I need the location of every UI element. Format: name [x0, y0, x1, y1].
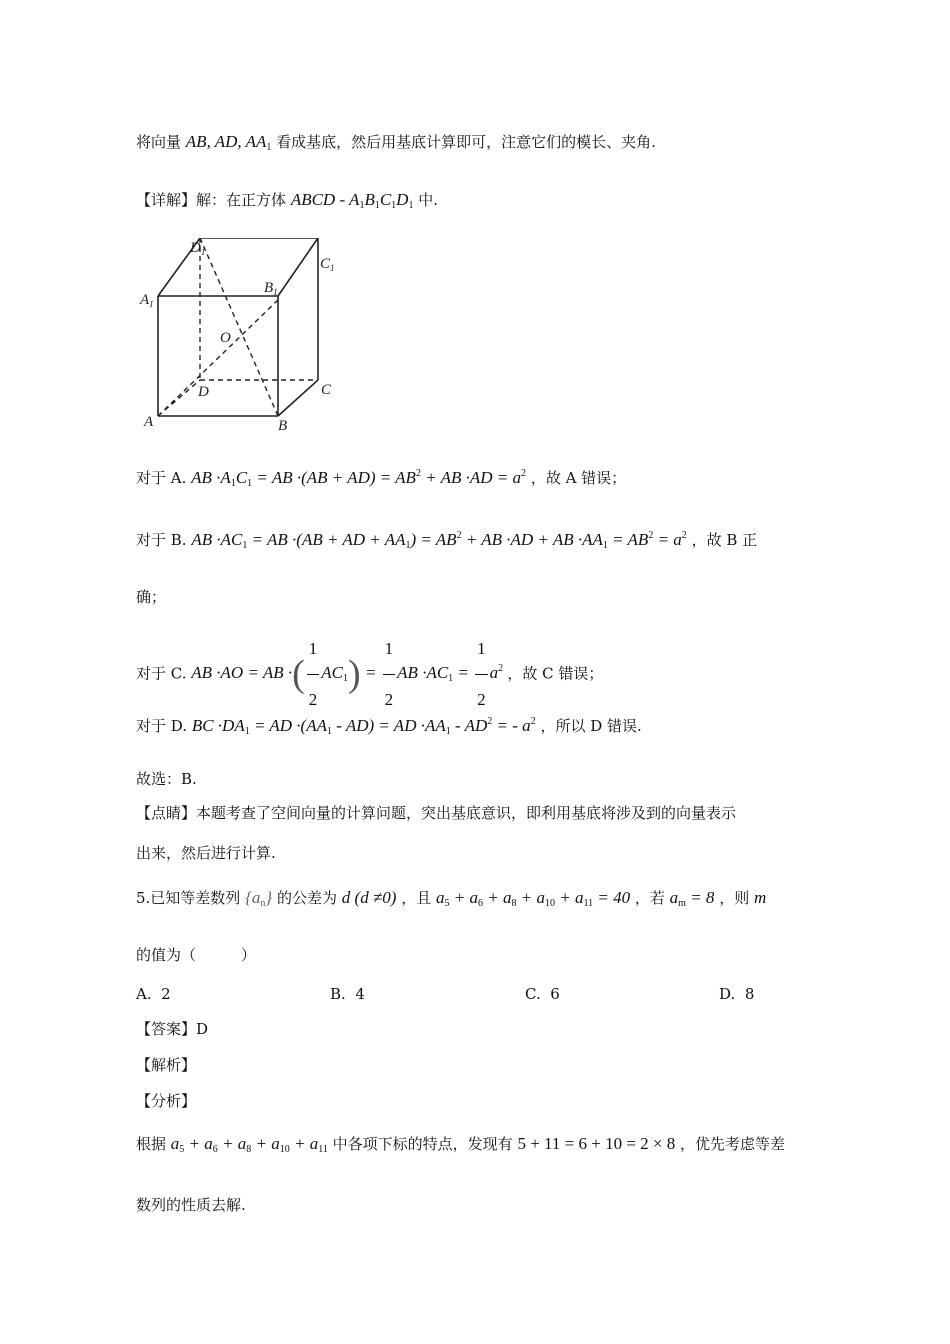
basis-line [136, 1134, 785, 1156]
cube-figure [138, 238, 348, 438]
detail-line [136, 190, 438, 212]
label-C: C [321, 382, 332, 398]
edge-B1-C1 [278, 238, 318, 296]
hint-suffix: 看成基底，然后用基底计算即可，注意它们的模长、夹角. [276, 133, 656, 151]
question-5-line [136, 888, 766, 910]
label-A: A [144, 414, 154, 430]
choice-b: B. 4 [330, 985, 365, 1003]
basis-vectors: AB, AD, $AA_1$ [185, 132, 272, 153]
diag-A-C1 [158, 300, 278, 416]
q5-am: $a_m = 8$ [669, 888, 715, 909]
label-B1: $B_1$ [264, 280, 278, 297]
label-A1: $A_1$ [140, 292, 154, 309]
opt-b-prefix: 对于 B. [136, 531, 187, 549]
opt-a-prefix: 对于 A. [136, 469, 187, 487]
label-D1: $D_1$ [190, 240, 206, 257]
q5-m: m [754, 888, 767, 907]
answer-line: 【答案】D [136, 1020, 209, 1038]
cube-name: ABCD - $A_1B_1C_1D_1$ [290, 190, 414, 211]
q5-mid4: ，则 [719, 889, 750, 907]
label-D: D [198, 384, 209, 400]
label-B: B [278, 418, 288, 434]
detail-tag: 【详解】 [136, 191, 197, 209]
option-a-line [136, 468, 626, 490]
comment-line-2: 出来，然后进行计算. [136, 844, 276, 862]
choose-line: 故选：B. [136, 770, 197, 788]
edge-B-C [278, 380, 318, 416]
opt-a-expr: AB $\cdot A_1C_1$ = AB $\cdot(AB + AD) = AB^2$ + AB $\cdot AD = a^2$ [191, 468, 527, 489]
basis-sum: $a_5 + a_6 + a_8 + a_{10} + a_{11}$ [170, 1134, 328, 1155]
opt-a-suffix: ，故 A 错误； [530, 469, 627, 487]
detail-text: 解：在正方体 [196, 191, 287, 209]
q5-mid1: 的公差为 [277, 889, 338, 907]
question-5-line-2: 的值为（ ） [136, 946, 257, 964]
comment-line-1: 【点睛】本题考查了空间向量的计算问题，突出基底意识，即利用基底将涉及到的向量表示 [136, 804, 737, 822]
basis-eq: 5 + 11 = 6 + 10 = 2 × 8 [517, 1134, 676, 1153]
detail-suffix: 中. [418, 191, 439, 209]
opt-b-suffix: ，故 B 正 [691, 531, 758, 549]
opt-c-expr: AB ·AO = AB ·( $\frac{1}{2}$ $AC_1$) = $\frac{1}{2}$ AB $\cdot AC_1$ = $\frac{1}{2}$ $a^2$ [191, 663, 507, 682]
basis-prefix: 根据 [136, 1135, 167, 1153]
label-C1: $C_1$ [320, 256, 335, 273]
opt-d-prefix: 对于 D. [136, 717, 188, 735]
hint-prefix: 将向量 [136, 133, 182, 151]
option-d-line [136, 716, 642, 738]
q5-d-expr: d (d ≠0) [341, 888, 397, 907]
analysis-line: 【解析】 [136, 1056, 197, 1074]
option-c-line [136, 624, 603, 725]
option-b-line [136, 530, 757, 552]
option-b-cont: 确； [136, 588, 167, 606]
opt-b-expr: AB $\cdot AC_1$ = AB ·(AB + AD + $AA_1) = AB^2$ + AB ·AD + AB $\cdot AA_1 = AB^2 = a^2$ [191, 530, 687, 551]
fenxi-line: 【分析】 [136, 1092, 197, 1110]
q5-mid3: ，若 [634, 889, 665, 907]
opt-c-suffix: ，故 C 错误； [507, 664, 604, 683]
hint-line [136, 132, 656, 154]
basis-mid: 中各项下标的特点，发现有 [332, 1135, 513, 1153]
diag-D1-B [200, 238, 278, 416]
label-O: O [220, 330, 231, 346]
basis-line-2: 数列的性质去解. [136, 1196, 246, 1214]
choice-c: C. 6 [525, 985, 560, 1003]
opt-d-expr: BC $\cdot DA_1$ = AD $\cdot(AA_1 - AD)$ = AD $\cdot AA_1 - AD^2$ = - $a^2$ [191, 716, 536, 737]
choice-a: A. 2 [136, 985, 171, 1003]
q5-mid2: ，且 [401, 889, 432, 907]
choice-d: D. 8 [719, 985, 755, 1003]
q5-prefix: 5.已知等差数列 [136, 889, 241, 907]
opt-d-suffix: ，所以 D 错误. [540, 717, 642, 735]
basis-suffix: ，优先考虑等差 [680, 1135, 786, 1153]
edge-A-D [158, 380, 200, 416]
q5-sum: $a_5 + a_6 + a_8 + a_{10} + a_{11} = 40$ [436, 888, 631, 909]
opt-c-prefix: 对于 C. [136, 664, 187, 683]
seq-notation: $\{a_n\}$ [245, 888, 273, 909]
